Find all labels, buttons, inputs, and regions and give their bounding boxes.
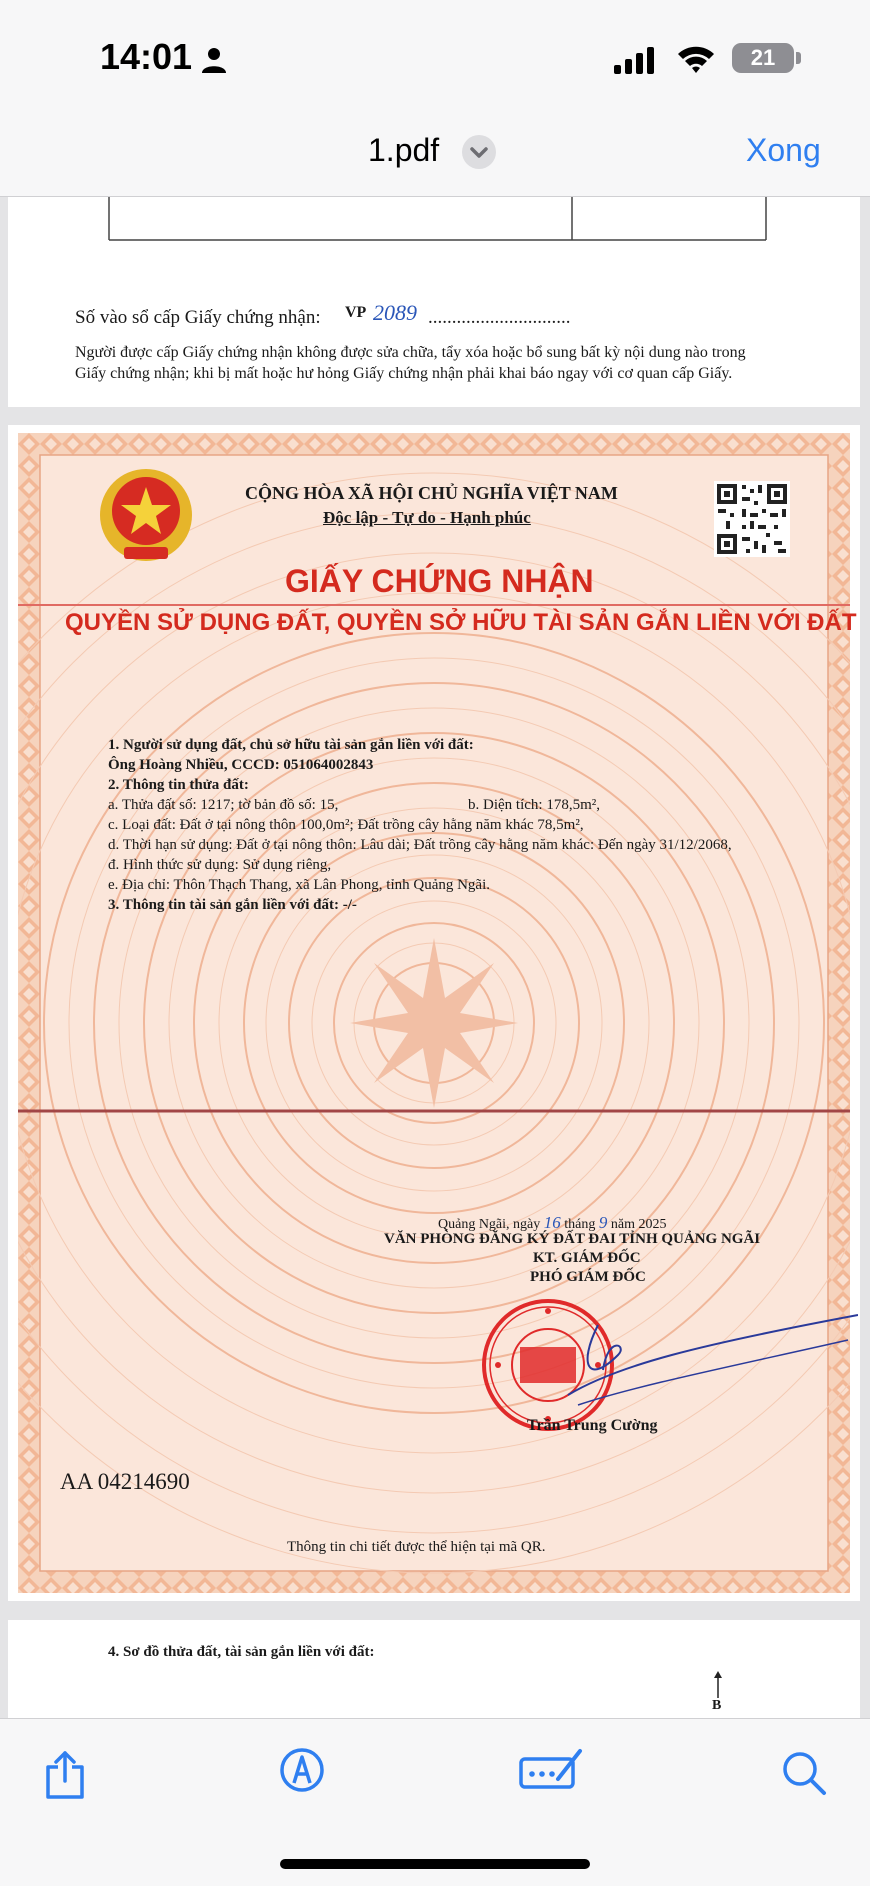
register-number: 2089 [373, 300, 417, 325]
wifi-icon [676, 42, 716, 74]
issue-date [438, 1213, 666, 1233]
status-bar [0, 0, 870, 100]
date-day: 16 [543, 1213, 561, 1232]
markup-icon[interactable] [279, 1747, 325, 1793]
table-border [8, 197, 860, 257]
register-label: Số vào sổ cấp Giấy chứng nhận: [75, 307, 321, 328]
notice-line-1: Người được cấp Giấy chứng nhận không được sửa chữa, tẩy xóa hoặc bổ sung bất kỳ nội dung nào trong [75, 344, 746, 361]
section-3-heading: 3. Thông tin tài sản gắn liền với đất: -/- [108, 897, 357, 913]
qr-code [714, 481, 790, 557]
notice-line-2: Giấy chứng nhận; khi bị mất hoặc hư hỏng Giấy chứng nhận phải khai báo ngay với cơ quan cấp Giấy. [75, 365, 733, 382]
pdf-page-previous [8, 197, 860, 407]
national-emblem-icon [94, 465, 198, 569]
date-month-label: tháng [564, 1217, 596, 1232]
nav-bar [0, 100, 870, 197]
pdf-page-certificate [8, 425, 860, 1601]
chevron-down-icon [462, 135, 496, 169]
issuing-office: VĂN PHÒNG ĐĂNG KÝ ĐẤT ĐAI TỈNH QUẢNG NGÃI [384, 1231, 761, 1247]
section-1-heading: 1. Người sử dụng đất, chủ sở hữu tài sản gắn liền với đất: [108, 737, 474, 753]
section-2-heading: 2. Thông tin thửa đất: [108, 777, 249, 793]
register-dots: .............................. [428, 307, 571, 328]
search-icon[interactable] [780, 1749, 828, 1797]
document-title[interactable]: 1.pdf [368, 132, 440, 168]
deputy-director: PHÓ GIÁM ĐỐC [530, 1269, 646, 1285]
battery-icon: 21 [732, 43, 794, 73]
parcel-line-a: a. Thửa đất số: 1217; tờ bản đồ số: 15, [108, 797, 339, 813]
home-indicator[interactable] [280, 1859, 590, 1869]
parcel-line-e: e. Địa chỉ: Thôn Thạch Thang, xã Lân Phong, tỉnh Quảng Ngãi. [108, 877, 491, 893]
pdf-page-next [8, 1620, 860, 1720]
date-prefix: Quảng Ngãi, ngày [438, 1217, 541, 1232]
person-icon [200, 46, 228, 74]
title-menu-button[interactable] [462, 135, 496, 169]
date-year: năm 2025 [610, 1217, 667, 1232]
cellular-signal-icon [612, 46, 656, 74]
owner-line: Ông Hoàng Nhiều, CCCD: 051064002843 [108, 757, 374, 773]
share-icon[interactable] [42, 1749, 88, 1801]
parcel-line-d: d. Thời hạn sử dụng: Đất ở tại nông thôn: Lâu dài; Đất trồng cây hằng năm khác: Đến ngày 31/12/2068, [108, 837, 732, 853]
clock: 14:01 [100, 36, 193, 77]
bottom-toolbar [0, 1718, 870, 1886]
north-label: B [712, 1698, 722, 1713]
parcel-line-dd: đ. Hình thức sử dụng: Sử dụng riêng, [108, 857, 332, 873]
battery-tip [796, 52, 801, 64]
qr-note: Thông tin chi tiết được thể hiện tại mã QR. [287, 1539, 546, 1555]
certificate-frame [18, 433, 850, 1593]
serial-number: AA 04214690 [60, 1469, 190, 1494]
parcel-line-c: c. Loại đất: Đất ở tại nông thôn 100,0m²; Đất trồng cây hằng năm khác 78,5m², [108, 817, 584, 833]
kt-director: KT. GIÁM ĐỐC [533, 1250, 641, 1266]
motto: Độc lập - Tự do - Hạnh phúc [323, 508, 531, 527]
parcel-line-b: b. Diện tích: 178,5m², [468, 797, 600, 813]
section-4-heading: 4. Sơ đồ thửa đất, tài sản gắn liền với đất: [108, 1644, 375, 1660]
signer-name: Trần Trung Cường [527, 1417, 658, 1434]
certificate-title: GIẤY CHỨNG NHẬN [285, 563, 594, 599]
country-heading: CỘNG HÒA XÃ HỘI CHỦ NGHĨA VIỆT NAM [245, 483, 618, 503]
certificate-subtitle: QUYỀN SỬ DỤNG ĐẤT, QUYỀN SỞ HỮU TÀI SẢN GẮN LIỀN VỚI ĐẤT [65, 609, 857, 636]
signature [538, 1295, 858, 1415]
done-button[interactable]: Xong [746, 132, 821, 168]
form-fill-icon[interactable] [518, 1745, 584, 1793]
date-month: 9 [598, 1213, 608, 1232]
register-prefix: VP [345, 304, 367, 321]
